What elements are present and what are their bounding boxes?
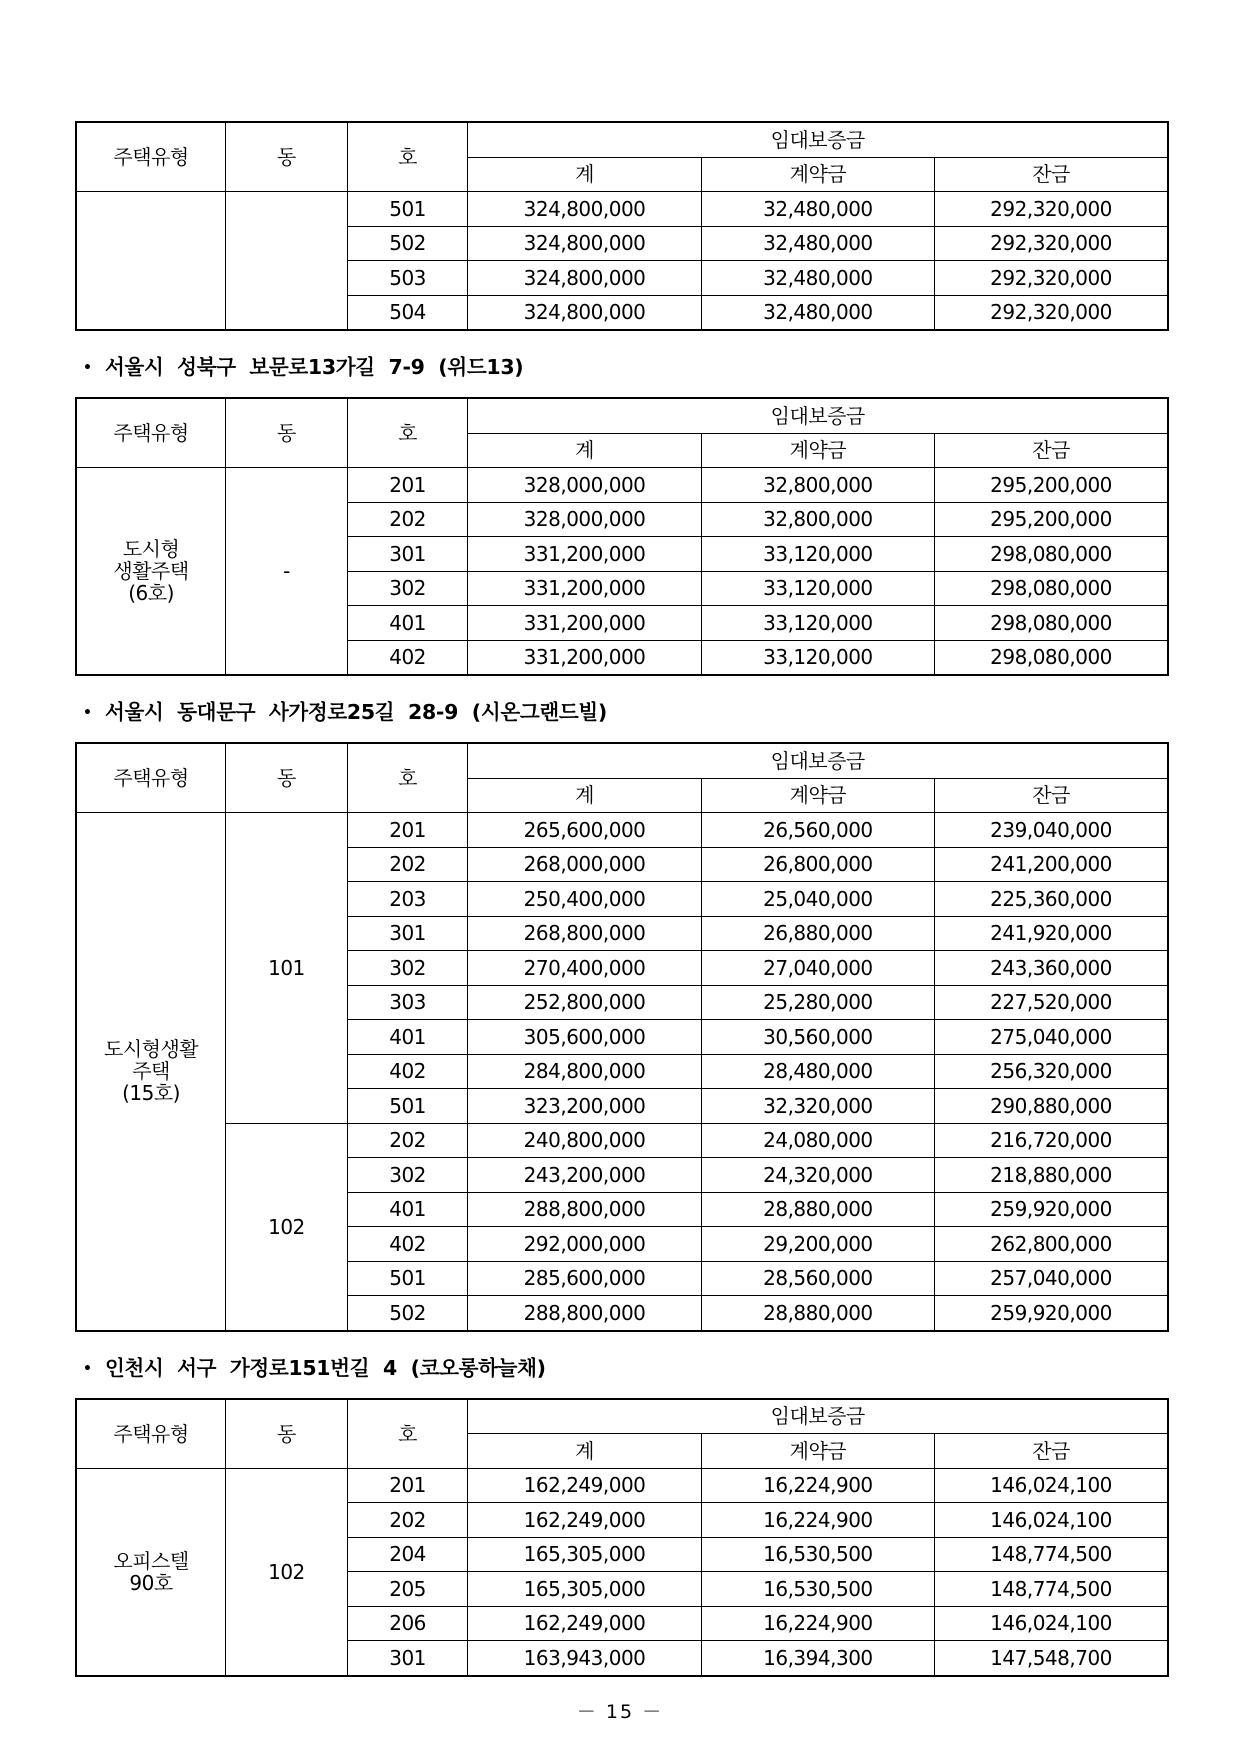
header-ho: 호 xyxy=(347,743,468,813)
header-type: 주택유형 xyxy=(76,398,226,468)
contract-cell: 28,480,000 xyxy=(701,1054,934,1089)
contract-cell: 25,280,000 xyxy=(701,985,934,1020)
balance-cell: 239,040,000 xyxy=(935,813,1168,848)
dong-cell: - xyxy=(226,468,348,676)
ho-cell: 301 xyxy=(347,916,468,951)
total-cell: 328,000,000 xyxy=(468,468,701,503)
ho-cell: 202 xyxy=(347,847,468,882)
housing-type-cell: 도시형생활 주택 (15호) xyxy=(76,813,226,1331)
page-number: － 15 － xyxy=(576,1701,664,1723)
balance-cell: 298,080,000 xyxy=(935,640,1168,675)
ho-cell: 503 xyxy=(347,261,468,296)
ho-cell: 204 xyxy=(347,1537,468,1572)
section-title xyxy=(75,1332,1169,1398)
ho-cell: 201 xyxy=(347,1468,468,1503)
header-row xyxy=(76,122,1168,157)
contract-cell: 26,560,000 xyxy=(701,813,934,848)
header-deposit: 임대보증금 xyxy=(468,398,1168,433)
total-cell: 328,000,000 xyxy=(468,502,701,537)
bullet-icon: • xyxy=(83,360,92,376)
header-deposit: 임대보증금 xyxy=(468,1399,1168,1434)
deposit-table xyxy=(75,121,1169,331)
ho-cell: 501 xyxy=(347,1089,468,1124)
balance-cell: 147,548,700 xyxy=(935,1641,1168,1676)
section-address: 인천시 서구 가정로151번길 4 (코오롱하늘채) xyxy=(105,1355,546,1380)
contract-cell: 33,120,000 xyxy=(701,571,934,606)
bullet-icon: • xyxy=(83,705,92,721)
contract-cell: 32,480,000 xyxy=(701,226,934,261)
header-contract: 계약금 xyxy=(701,157,934,192)
housing-type-cell xyxy=(76,192,226,331)
header-contract: 계약금 xyxy=(701,1434,934,1469)
section-address: 서울시 동대문구 사가정로25길 28-9 (시온그랜드빌) xyxy=(105,700,607,724)
header-total: 계 xyxy=(468,778,701,813)
ho-cell: 401 xyxy=(347,1020,468,1055)
balance-cell: 259,920,000 xyxy=(935,1192,1168,1227)
ho-cell: 504 xyxy=(347,295,468,330)
total-cell: 331,200,000 xyxy=(468,571,701,606)
deposit-table xyxy=(75,1398,1169,1677)
balance-cell: 259,920,000 xyxy=(935,1296,1168,1331)
contract-cell: 32,800,000 xyxy=(701,502,934,537)
balance-cell: 257,040,000 xyxy=(935,1261,1168,1296)
header-row xyxy=(76,743,1168,778)
contract-cell: 26,880,000 xyxy=(701,916,934,951)
contract-cell: 32,800,000 xyxy=(701,468,934,503)
header-dong: 동 xyxy=(226,1399,348,1469)
ho-cell: 302 xyxy=(347,571,468,606)
dong-cell: 101 xyxy=(226,813,348,1124)
header-type: 주택유형 xyxy=(76,1399,226,1469)
contract-cell: 32,320,000 xyxy=(701,1089,934,1124)
header-type: 주택유형 xyxy=(76,743,226,813)
ho-cell: 402 xyxy=(347,640,468,675)
table-row xyxy=(76,192,1168,227)
deposit-table xyxy=(75,397,1169,676)
total-cell: 305,600,000 xyxy=(468,1020,701,1055)
contract-cell: 33,120,000 xyxy=(701,606,934,641)
dong-cell: 102 xyxy=(226,1123,348,1331)
contract-cell: 28,880,000 xyxy=(701,1296,934,1331)
balance-cell: 298,080,000 xyxy=(935,571,1168,606)
total-cell: 288,800,000 xyxy=(468,1296,701,1331)
balance-cell: 292,320,000 xyxy=(935,192,1168,227)
contract-cell: 16,530,500 xyxy=(701,1572,934,1607)
bullet-icon: • xyxy=(83,1360,92,1377)
balance-cell: 292,320,000 xyxy=(935,295,1168,330)
balance-cell: 146,024,100 xyxy=(935,1503,1168,1538)
total-cell: 163,943,000 xyxy=(468,1641,701,1676)
balance-cell: 148,774,500 xyxy=(935,1572,1168,1607)
total-cell: 270,400,000 xyxy=(468,951,701,986)
ho-cell: 202 xyxy=(347,1503,468,1538)
header-row xyxy=(76,398,1168,433)
balance-cell: 275,040,000 xyxy=(935,1020,1168,1055)
header-dong: 동 xyxy=(226,743,348,813)
ho-cell: 402 xyxy=(347,1227,468,1262)
ho-cell: 401 xyxy=(347,1192,468,1227)
total-cell: 162,249,000 xyxy=(468,1468,701,1503)
header-contract: 계약금 xyxy=(701,778,934,813)
total-cell: 331,200,000 xyxy=(468,537,701,572)
total-cell: 268,000,000 xyxy=(468,847,701,882)
balance-cell: 148,774,500 xyxy=(935,1537,1168,1572)
ho-cell: 301 xyxy=(347,537,468,572)
contract-cell: 28,880,000 xyxy=(701,1192,934,1227)
section-title xyxy=(75,676,1169,742)
balance-cell: 262,800,000 xyxy=(935,1227,1168,1262)
section-address: 서울시 성북구 보문로13가길 7-9 (위드13) xyxy=(105,355,524,379)
ho-cell: 205 xyxy=(347,1572,468,1607)
document-page xyxy=(75,121,1169,1677)
header-total: 계 xyxy=(468,1434,701,1469)
balance-cell: 146,024,100 xyxy=(935,1606,1168,1641)
contract-cell: 28,560,000 xyxy=(701,1261,934,1296)
balance-cell: 216,720,000 xyxy=(935,1123,1168,1158)
balance-cell: 295,200,000 xyxy=(935,502,1168,537)
deposit-table xyxy=(75,742,1169,1332)
table-row xyxy=(76,1123,1168,1158)
total-cell: 331,200,000 xyxy=(468,640,701,675)
contract-cell: 16,224,900 xyxy=(701,1503,934,1538)
dong-cell: 102 xyxy=(226,1468,348,1676)
table-row xyxy=(76,1468,1168,1503)
balance-cell: 298,080,000 xyxy=(935,606,1168,641)
header-type: 주택유형 xyxy=(76,122,226,192)
contract-cell: 24,080,000 xyxy=(701,1123,934,1158)
header-balance: 잔금 xyxy=(935,778,1168,813)
table-row xyxy=(76,813,1168,848)
contract-cell: 24,320,000 xyxy=(701,1158,934,1193)
housing-type-cell: 오피스텔 90호 xyxy=(76,1468,226,1676)
balance-cell: 227,520,000 xyxy=(935,985,1168,1020)
ho-cell: 501 xyxy=(347,1261,468,1296)
header-dong: 동 xyxy=(226,122,348,192)
header-balance: 잔금 xyxy=(935,433,1168,468)
header-dong: 동 xyxy=(226,398,348,468)
ho-cell: 202 xyxy=(347,502,468,537)
ho-cell: 303 xyxy=(347,985,468,1020)
total-cell: 324,800,000 xyxy=(468,192,701,227)
total-cell: 165,305,000 xyxy=(468,1537,701,1572)
balance-cell: 243,360,000 xyxy=(935,951,1168,986)
total-cell: 288,800,000 xyxy=(468,1192,701,1227)
ho-cell: 201 xyxy=(347,813,468,848)
contract-cell: 32,480,000 xyxy=(701,192,934,227)
balance-cell: 292,320,000 xyxy=(935,226,1168,261)
total-cell: 324,800,000 xyxy=(468,295,701,330)
contract-cell: 16,530,500 xyxy=(701,1537,934,1572)
table-row xyxy=(76,468,1168,503)
balance-cell: 218,880,000 xyxy=(935,1158,1168,1193)
section-title xyxy=(75,331,1169,397)
total-cell: 285,600,000 xyxy=(468,1261,701,1296)
contract-cell: 32,480,000 xyxy=(701,261,934,296)
header-balance: 잔금 xyxy=(935,157,1168,192)
header-total: 계 xyxy=(468,157,701,192)
ho-cell: 301 xyxy=(347,1641,468,1676)
ho-cell: 206 xyxy=(347,1606,468,1641)
dong-cell xyxy=(226,192,348,331)
total-cell: 324,800,000 xyxy=(468,261,701,296)
header-contract: 계약금 xyxy=(701,433,934,468)
contract-cell: 30,560,000 xyxy=(701,1020,934,1055)
contract-cell: 16,224,900 xyxy=(701,1606,934,1641)
total-cell: 162,249,000 xyxy=(468,1606,701,1641)
contract-cell: 25,040,000 xyxy=(701,882,934,917)
contract-cell: 16,224,900 xyxy=(701,1468,934,1503)
header-ho: 호 xyxy=(347,398,468,468)
balance-cell: 295,200,000 xyxy=(935,468,1168,503)
total-cell: 265,600,000 xyxy=(468,813,701,848)
ho-cell: 302 xyxy=(347,1158,468,1193)
total-cell: 331,200,000 xyxy=(468,606,701,641)
contract-cell: 16,394,300 xyxy=(701,1641,934,1676)
total-cell: 268,800,000 xyxy=(468,916,701,951)
header-row xyxy=(76,1399,1168,1434)
total-cell: 324,800,000 xyxy=(468,226,701,261)
total-cell: 243,200,000 xyxy=(468,1158,701,1193)
balance-cell: 290,880,000 xyxy=(935,1089,1168,1124)
balance-cell: 241,200,000 xyxy=(935,847,1168,882)
balance-cell: 292,320,000 xyxy=(935,261,1168,296)
header-ho: 호 xyxy=(347,122,468,192)
contract-cell: 26,800,000 xyxy=(701,847,934,882)
balance-cell: 241,920,000 xyxy=(935,916,1168,951)
header-balance: 잔금 xyxy=(935,1434,1168,1469)
total-cell: 292,000,000 xyxy=(468,1227,701,1262)
header-deposit: 임대보증금 xyxy=(468,122,1168,157)
ho-cell: 202 xyxy=(347,1123,468,1158)
balance-cell: 225,360,000 xyxy=(935,882,1168,917)
total-cell: 252,800,000 xyxy=(468,985,701,1020)
header-deposit: 임대보증금 xyxy=(468,743,1168,778)
contract-cell: 33,120,000 xyxy=(701,640,934,675)
total-cell: 165,305,000 xyxy=(468,1572,701,1607)
contract-cell: 27,040,000 xyxy=(701,951,934,986)
housing-type-cell: 도시형 생활주택 (6호) xyxy=(76,468,226,676)
total-cell: 240,800,000 xyxy=(468,1123,701,1158)
total-cell: 284,800,000 xyxy=(468,1054,701,1089)
contract-cell: 29,200,000 xyxy=(701,1227,934,1262)
total-cell: 162,249,000 xyxy=(468,1503,701,1538)
ho-cell: 502 xyxy=(347,226,468,261)
balance-cell: 256,320,000 xyxy=(935,1054,1168,1089)
balance-cell: 146,024,100 xyxy=(935,1468,1168,1503)
ho-cell: 501 xyxy=(347,192,468,227)
ho-cell: 402 xyxy=(347,1054,468,1089)
header-total: 계 xyxy=(468,433,701,468)
header-ho: 호 xyxy=(347,1399,468,1469)
ho-cell: 201 xyxy=(347,468,468,503)
ho-cell: 502 xyxy=(347,1296,468,1331)
contract-cell: 33,120,000 xyxy=(701,537,934,572)
ho-cell: 203 xyxy=(347,882,468,917)
total-cell: 250,400,000 xyxy=(468,882,701,917)
total-cell: 323,200,000 xyxy=(468,1089,701,1124)
balance-cell: 298,080,000 xyxy=(935,537,1168,572)
ho-cell: 302 xyxy=(347,951,468,986)
ho-cell: 401 xyxy=(347,606,468,641)
contract-cell: 32,480,000 xyxy=(701,295,934,330)
